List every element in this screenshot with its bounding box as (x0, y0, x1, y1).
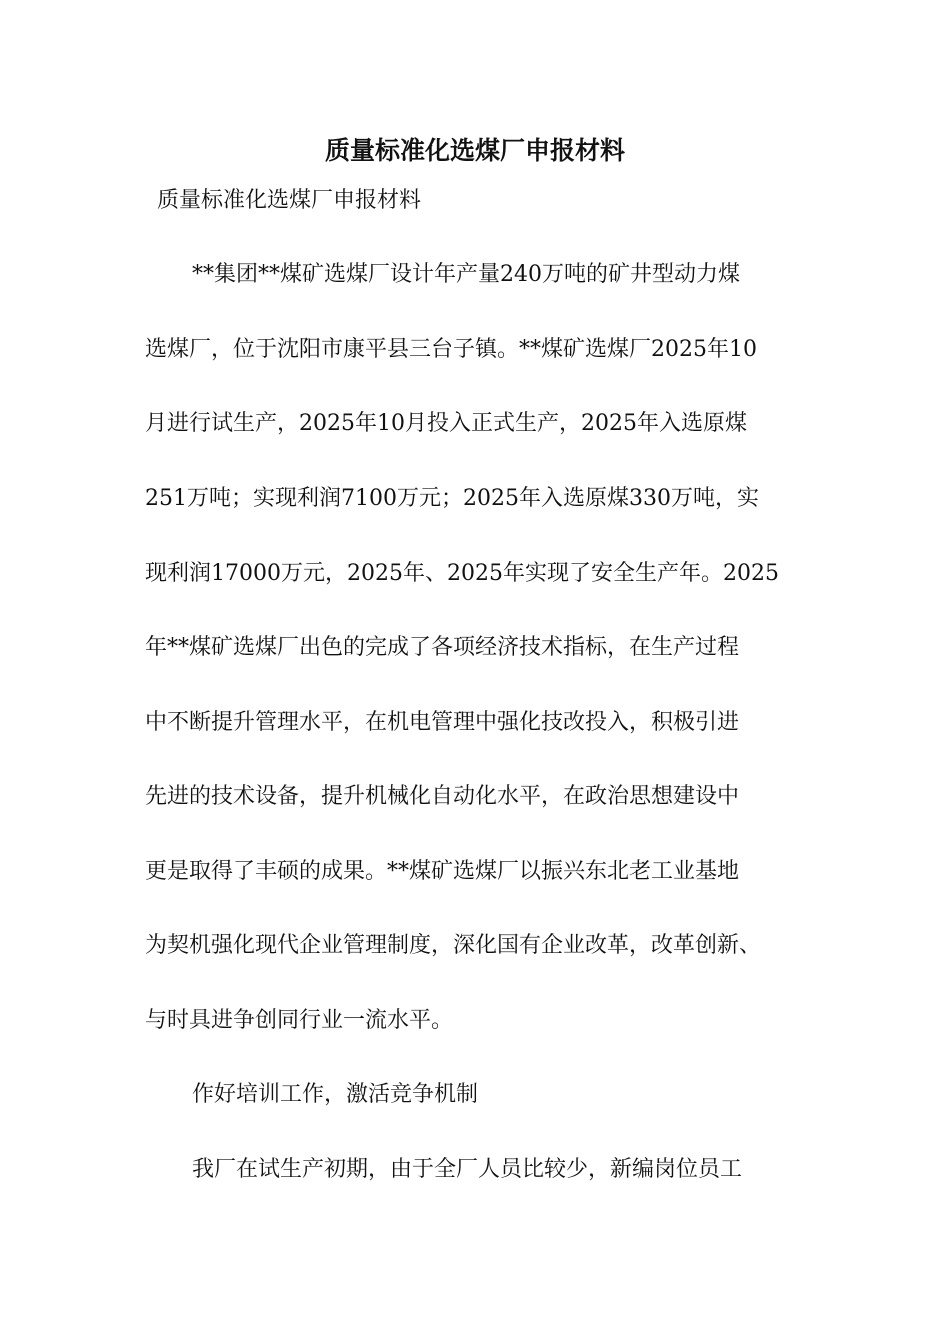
paragraph-line: 与时具进争创同行业一流水平。 (145, 1008, 454, 1033)
paragraph-line: 为契机强化现代企业管理制度，深化国有企业改革，改革创新、 (145, 933, 762, 958)
paragraph-line: 选煤厂，位于沈阳市康平县三台子镇。**煤矿选煤厂2025年10 (145, 337, 757, 362)
paragraph-line: 更是取得了丰硕的成果。**煤矿选煤厂以振兴东北老工业基地 (145, 859, 740, 884)
document-subtitle: 质量标准化选煤厂申报材料 (157, 188, 422, 213)
paragraph-line: 251万吨；实现利润7100万元；2025年入选原煤330万吨，实 (145, 486, 759, 511)
paragraph-line: 中不断提升管理水平，在机电管理中强化技改投入，积极引进 (145, 710, 740, 735)
section-heading: 作好培训工作，激活竞争机制 (192, 1082, 479, 1107)
paragraph-line: 先进的技术设备，提升机械化自动化水平，在政治思想建设中 (145, 784, 740, 809)
document-title: 质量标准化选煤厂申报材料 (324, 136, 625, 165)
paragraph-line: **集团**煤矿选煤厂设计年产量240万吨的矿井型动力煤 (192, 262, 740, 287)
paragraph-line: 月进行试生产，2025年10月投入正式生产，2025年入选原煤 (145, 411, 747, 436)
paragraph-line: 年**煤矿选煤厂出色的完成了各项经济技术指标，在生产过程 (145, 635, 740, 660)
paragraph-line: 现利润17000万元，2025年、2025年实现了安全生产年。2025 (145, 561, 779, 586)
paragraph-line: 我厂在试生产初期，由于全厂人员比较少，新编岗位员工 (192, 1157, 743, 1182)
